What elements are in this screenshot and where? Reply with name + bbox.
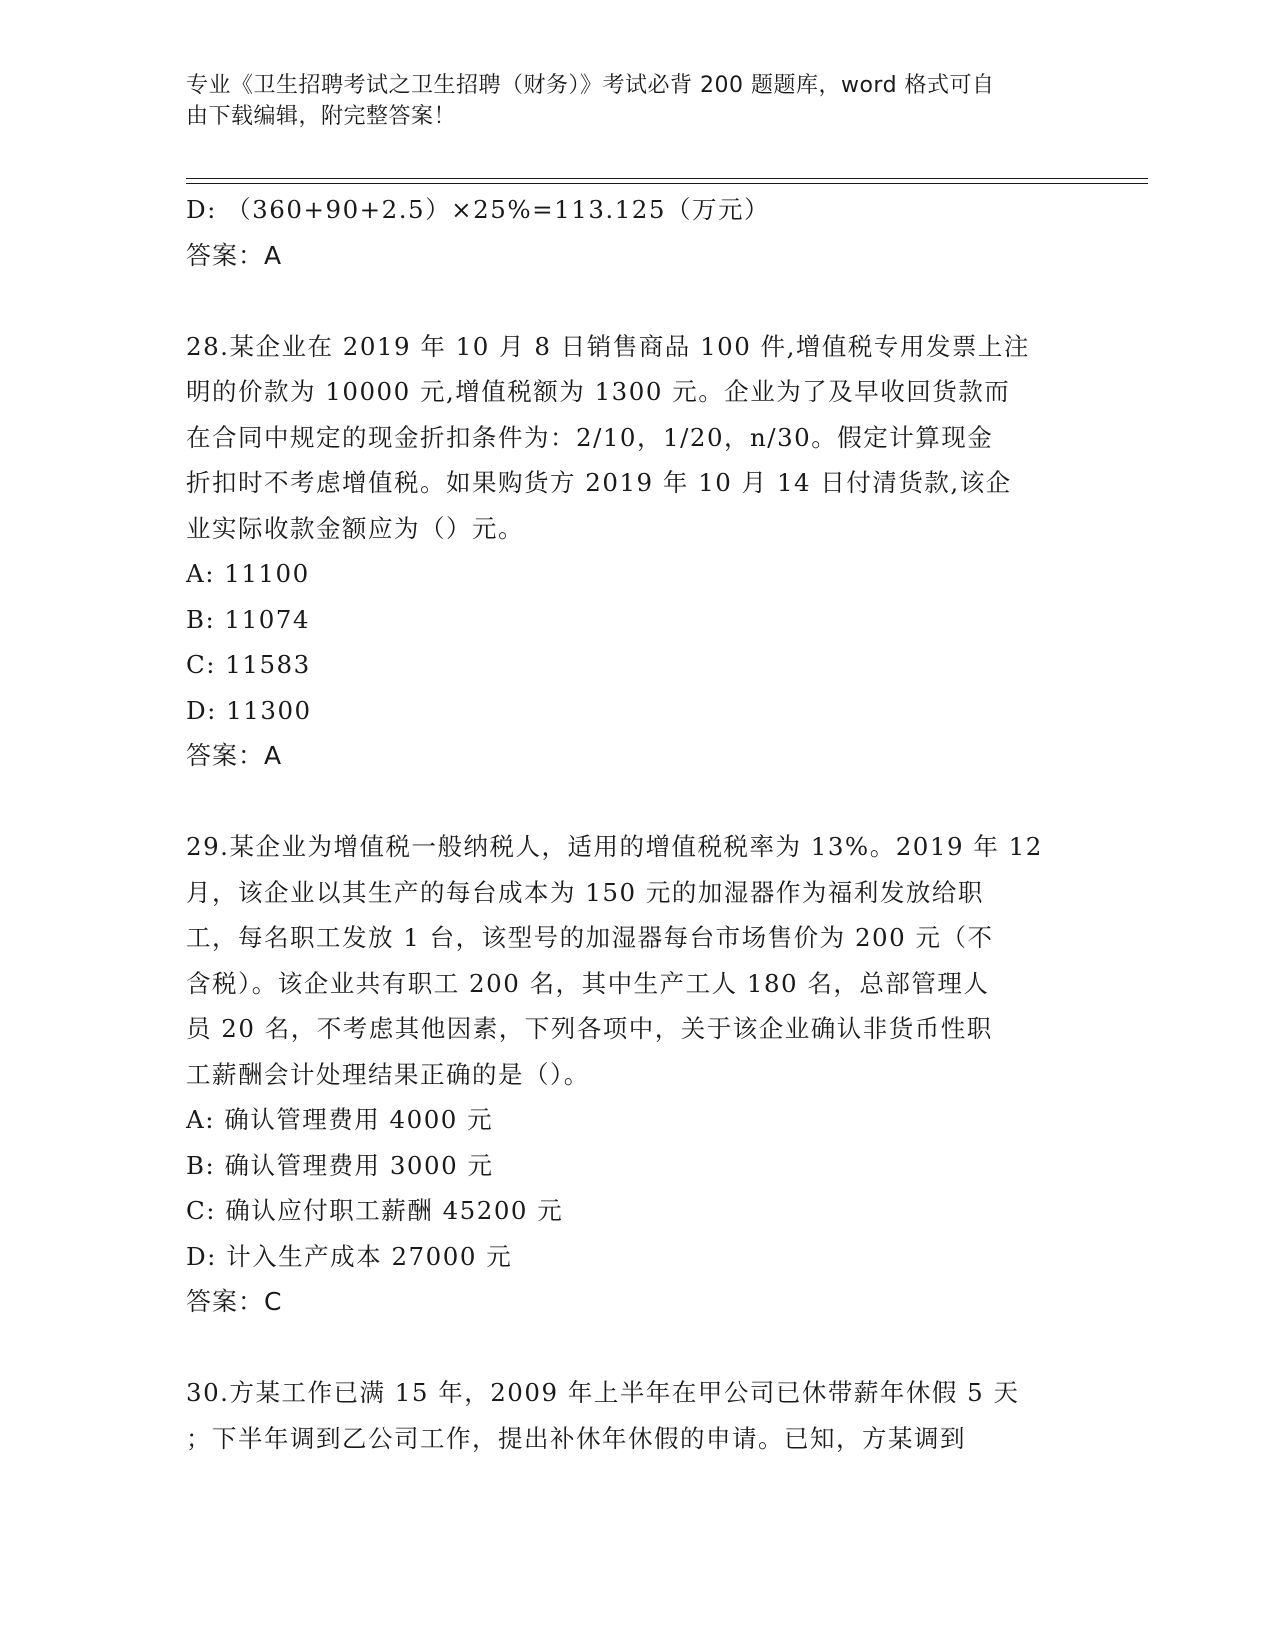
- option-a: A: 确认管理费用 4000 元: [186, 1105, 494, 1134]
- answer: 答案：A: [186, 741, 283, 770]
- question-text-line: 业实际收款金额应为（）元。: [186, 513, 524, 543]
- header-line-1: 专业《卫生招聘考试之卫生招聘（财务）》考试必背 200 题题库，word 格式可自: [186, 73, 995, 98]
- spacer: [186, 278, 1086, 324]
- question-text-line: 在合同中规定的现金折扣条件为：2/10，1/20，n/30。假定计算现金: [186, 422, 994, 452]
- question-text-line: 28.某企业在 2019 年 10 月 8 日销售商品 100 件,增值税专用发票上注: [186, 331, 1030, 361]
- question-28: [186, 324, 1086, 779]
- option-c: C: 11583: [186, 650, 311, 679]
- question-text-line: 折扣时不考虑增值税。如果购货方 2019 年 10 月 14 日付清货款,该企: [186, 468, 1012, 497]
- option-a: A: 11100: [186, 559, 310, 588]
- spacer: [186, 1325, 1086, 1371]
- header-rule-bottom: [186, 183, 1148, 184]
- option-b: B: 确认管理费用 3000 元: [186, 1150, 494, 1180]
- document-header: [186, 70, 1086, 132]
- question-text-line: 29.某企业为增值税一般纳税人，适用的增值税税率为 13%。2019 年 12: [186, 832, 1043, 861]
- header-rule-top: [186, 178, 1148, 179]
- question-text-line: 含税）。该企业共有职工 200 名，其中生产工人 180 名，总部管理人: [186, 968, 990, 998]
- option-d: D: 11300: [186, 695, 312, 725]
- question-text-line: 明的价款为 10000 元,增值税额为 1300 元。企业为了及早收回货款而: [186, 377, 1011, 406]
- question-text-line: 工，每名职工发放 1 台，该型号的加湿器每台市场售价为 200 元（不: [186, 923, 994, 952]
- prev-option-d: D: （360+90+2.5）×25%=113.125（万元）: [186, 195, 770, 224]
- question-text-line: 工薪酬会计处理结果正确的是（）。: [186, 1059, 590, 1089]
- header-line-2: 由下载编辑，附完整答案！: [186, 104, 457, 129]
- question-30: [186, 1370, 1086, 1461]
- option-d: D: 计入生产成本 27000 元: [186, 1241, 513, 1271]
- question-text-line: 员 20 名，不考虑其他因素，下列各项中，关于该企业确认非货币性职: [186, 1014, 993, 1043]
- question-text-line: 月，该企业以其生产的每台成本为 150 元的加湿器作为福利发放给职: [186, 877, 984, 907]
- spacer: [186, 779, 1086, 825]
- document-body: [186, 187, 1086, 1461]
- question-text-line: 30.方某工作已满 15 年，2009 年上半年在甲公司已休带薪年休假 5 天: [186, 1378, 1020, 1407]
- option-b: B: 11074: [186, 604, 310, 634]
- option-c: C: 确认应付职工薪酬 45200 元: [186, 1196, 564, 1225]
- prev-answer: 答案：A: [186, 240, 283, 270]
- question-text-line: ；下半年调到乙公司工作，提出补休年休假的申请。已知，方某调到: [186, 1423, 966, 1453]
- answer: 答案：C: [186, 1287, 283, 1316]
- question-29: [186, 824, 1086, 1325]
